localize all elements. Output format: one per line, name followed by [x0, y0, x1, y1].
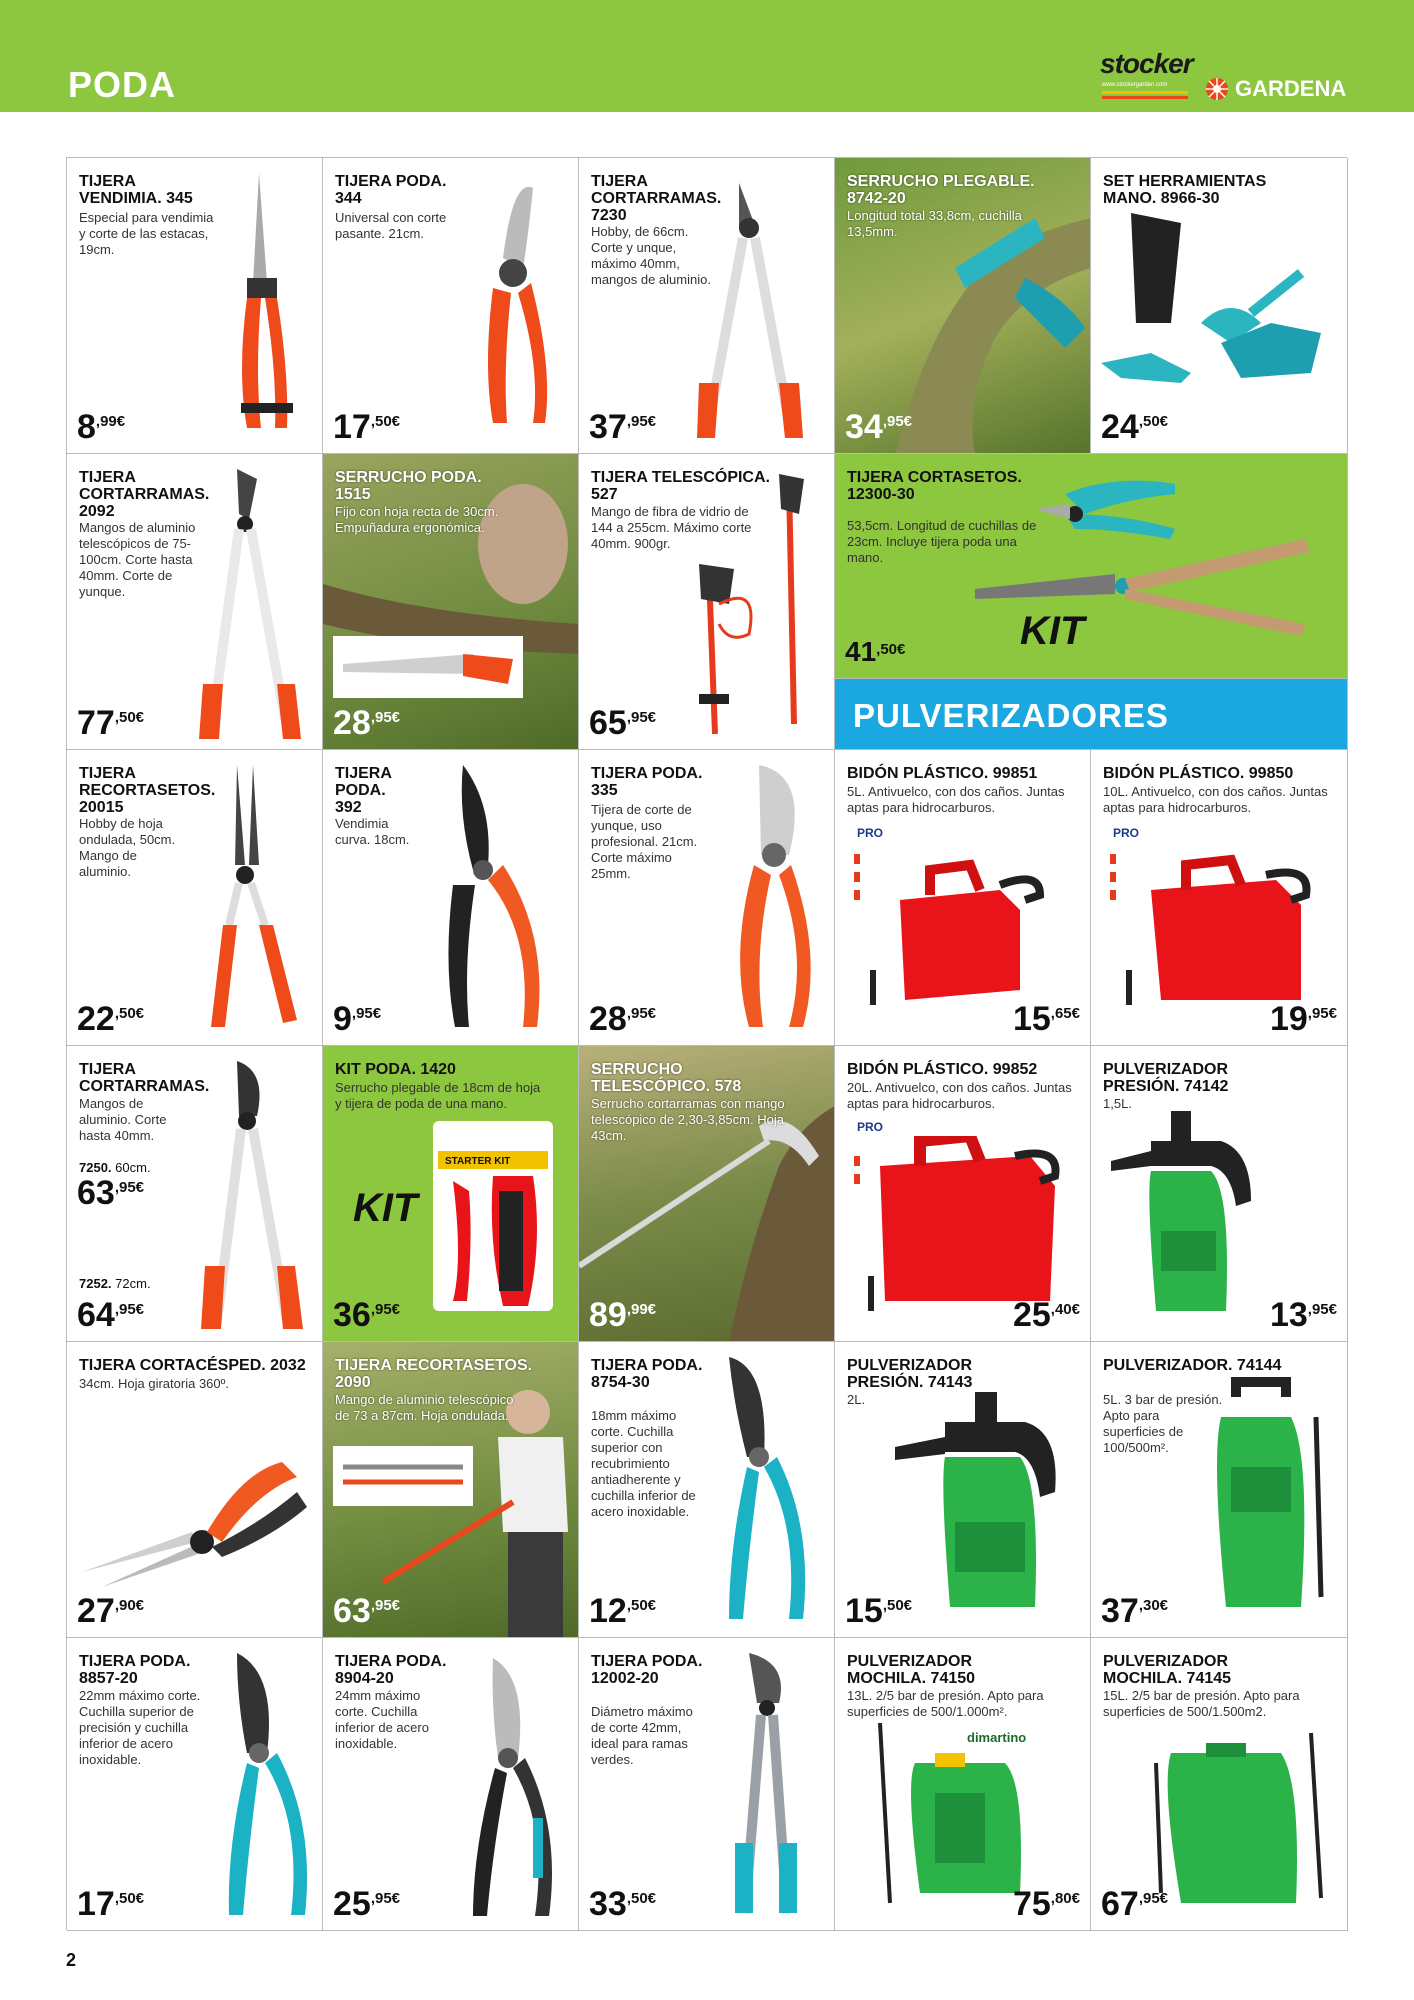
- product-price: 24 ,50€: [1101, 408, 1169, 446]
- product-title: SET HERRAMIENTAS MANO. 8966-30: [1103, 173, 1267, 207]
- product-price: 22 ,50€: [77, 1000, 145, 1038]
- product-price: 27 ,90€: [77, 1592, 145, 1630]
- product-price: 34 ,95€: [845, 408, 913, 446]
- product-description: Diámetro máximo de corte 42mm, ideal para ramas verdes.: [591, 1704, 693, 1767]
- product-price: 17 ,50€: [77, 1885, 145, 1923]
- product-card-p8[interactable]: [579, 454, 835, 750]
- product-price: 25 ,95€: [333, 1885, 401, 1923]
- product-description: Tijera de corte de yunque, uso profesional. 21cm. Corte máximo 25mm.: [591, 802, 698, 881]
- product-description: 15L. 2/5 bar de presión. Apto para superficies de 500/1.500m2.: [1103, 1688, 1300, 1719]
- product-description: 18mm máximo corte. Cuchilla superior con recubrimiento antiadherente y cuchilla inferior de acero inoxidable.: [591, 1408, 696, 1519]
- product-description: 53,5cm. Longitud de cuchillas de 23cm. Incluye tijera poda una mano.: [847, 518, 1037, 565]
- product-description: Especial para vendimia y corte de las estacas, 19cm.: [79, 210, 214, 257]
- page-title: PODA: [68, 64, 177, 105]
- product-price: 36 ,95€: [333, 1296, 401, 1334]
- product-card-p26[interactable]: [323, 1638, 579, 1931]
- product-description: 13L. 2/5 bar de presión. Apto para superficies de 500/1.000m².: [847, 1688, 1044, 1719]
- hedge-trimmer-shears-icon: [187, 765, 307, 1035]
- product-price: 65 ,95€: [589, 704, 657, 742]
- product-description: 10L. Antivuelco, con dos caños. Juntas aptas para hidrocarburos.: [1103, 784, 1328, 815]
- pruning-shears-icon: [473, 178, 563, 438]
- kit-label: KIT: [1020, 609, 1085, 653]
- product-card-p23[interactable]: [835, 1342, 1091, 1638]
- product-title: TIJERA CORTARRAMAS. 7230: [591, 173, 722, 224]
- product-card-p19[interactable]: [1091, 1046, 1348, 1342]
- product-description: Longitud total 33,8cm, cuchilla 13,5mm.: [847, 208, 1022, 239]
- product-card-p14[interactable]: [1091, 750, 1348, 1046]
- dimartino-brand: dimartino: [967, 1730, 1027, 1745]
- product-description: 2L.: [847, 1392, 866, 1407]
- product-price: 17 ,50€: [333, 408, 401, 446]
- product-title: PULVERIZADOR. 74144: [1103, 1357, 1282, 1374]
- product-title: TIJERA CORTACÉSPED. 2032: [79, 1357, 306, 1374]
- product-card-p28[interactable]: [835, 1638, 1091, 1931]
- product-card-p22[interactable]: [579, 1342, 835, 1638]
- starter-kit-pack-icon: [433, 1121, 573, 1321]
- product-description: Mangos de aluminio. Corte hasta 40mm.: [79, 1096, 167, 1143]
- product-price: 77 ,50€: [77, 704, 145, 742]
- starter-kit-label: STARTER KIT: [445, 1156, 511, 1167]
- product-price: 9 ,95€: [333, 1000, 382, 1038]
- product-price: 12 ,50€: [589, 1592, 657, 1630]
- variant-2-label: 7252. 72cm.: [79, 1276, 151, 1291]
- product-title: TIJERA CORTARRAMAS. 2092: [79, 469, 210, 520]
- grass-shears-icon: [82, 1432, 312, 1592]
- product-description: Hobby de hoja ondulada, 50cm. Mango de aluminio.: [79, 816, 176, 879]
- product-title: TIJERA VENDIMIA. 345: [79, 173, 193, 207]
- product-card-p25[interactable]: [67, 1638, 323, 1931]
- product-description: Serrucho cortarramas con mango telescópico de 2,30-3,85cm. Hoja 43cm.: [591, 1096, 785, 1143]
- branch-loppers-icon: [177, 1061, 317, 1331]
- product-title: TIJERA CORTARRAMAS.: [79, 1061, 210, 1095]
- product-title: BIDÓN PLÁSTICO. 99851: [847, 765, 1038, 782]
- telescopic-pruner-icon: [679, 474, 829, 744]
- product-card-p27[interactable]: [579, 1638, 835, 1931]
- product-title: SERRUCHO TELESCÓPICO. 578: [591, 1061, 742, 1095]
- section-title: PULVERIZADORES: [853, 697, 1169, 734]
- product-price: 89 ,99€: [589, 1296, 657, 1334]
- product-title: SERRUCHO PLEGABLE. 8742-20: [847, 173, 1035, 207]
- product-card-p5[interactable]: [1091, 158, 1348, 454]
- product-card-p12[interactable]: [579, 750, 835, 1046]
- page-number: 2: [66, 1950, 77, 1970]
- product-price: 28 ,95€: [589, 1000, 657, 1038]
- anvil-pruning-shears-icon: [719, 765, 829, 1035]
- product-grid: [66, 157, 1347, 1930]
- product-description: Fijo con hoja recta de 30cm. Empuñadura ergonómica.: [335, 504, 499, 535]
- product-title: PULVERIZADOR PRESIÓN. 74143: [847, 1357, 973, 1391]
- branch-loppers-icon: [709, 1653, 819, 1923]
- section-banner-pulverizadores: [835, 679, 1348, 750]
- product-price: 25 ,40€: [1012, 1296, 1080, 1334]
- product-card-p3[interactable]: [579, 158, 835, 454]
- branch-loppers-icon: [679, 183, 819, 443]
- stocker-url: www.stockergarden.com: [1102, 82, 1168, 88]
- product-title: TIJERA PODA. 335: [591, 765, 703, 799]
- product-card-p29[interactable]: [1091, 1638, 1348, 1931]
- branch-loppers-icon: [177, 469, 317, 739]
- product-title: TIJERA TELESCÓPICA. 527: [591, 469, 770, 503]
- pruning-shears-icon: [207, 1653, 317, 1923]
- product-title: TIJERA PODA. 12002-20: [591, 1653, 703, 1687]
- product-price: 75 ,80€: [1012, 1885, 1080, 1923]
- product-title: KIT PODA. 1420: [335, 1061, 456, 1078]
- product-description: Hobby, de 66cm. Corte y unque, máximo 40mm, mangos de aluminio.: [591, 224, 711, 287]
- pressure-sprayer-icon: [895, 1392, 1075, 1612]
- product-description: 34cm. Hoja giratoria 360º.: [79, 1376, 229, 1391]
- product-card-p11[interactable]: [323, 750, 579, 1046]
- product-card-p6[interactable]: [67, 454, 323, 750]
- product-price: 63 ,95€: [333, 1592, 401, 1630]
- product-description: Universal con corte pasante. 21cm.: [335, 210, 447, 241]
- product-card-p21[interactable]: [323, 1342, 579, 1638]
- product-price: 15 ,50€: [845, 1592, 913, 1630]
- product-card-p4[interactable]: [835, 158, 1091, 454]
- pruning-shears-icon: [453, 1658, 563, 1923]
- product-description: 22mm máximo corte. Cuchilla superior de precisión y cuchilla inferior de acero inoxidable.: [79, 1688, 201, 1767]
- product-card-p20[interactable]: [67, 1342, 323, 1638]
- product-card-p16[interactable]: [323, 1046, 579, 1342]
- product-price: 15 ,65€: [1012, 1000, 1080, 1038]
- pro-badge: PRO: [857, 1120, 884, 1134]
- product-description: Serrucho plegable de 18cm de hoja y tijera de poda de una mano.: [335, 1080, 541, 1111]
- pruning-shears-icon: [709, 1357, 819, 1627]
- pressure-sprayer-icon: [1201, 1377, 1341, 1617]
- variant-1-price: 63 ,95€: [77, 1174, 145, 1212]
- jerrycan-icon: [1106, 850, 1336, 1010]
- product-price: 28 ,95€: [333, 704, 401, 742]
- product-title: TIJERA PODA. 8904-20: [335, 1653, 447, 1687]
- product-title: PULVERIZADOR MOCHILA. 74150: [847, 1653, 976, 1687]
- kit-label: KIT: [353, 1186, 418, 1230]
- product-title: BIDÓN PLÁSTICO. 99852: [847, 1061, 1038, 1078]
- jerrycan-icon: [850, 1136, 1080, 1316]
- product-card-p1[interactable]: [67, 158, 323, 454]
- product-title: TIJERA PODA. 344: [335, 173, 447, 207]
- product-card-p9[interactable]: [835, 454, 1348, 679]
- product-description: Vendimia curva. 18cm.: [335, 816, 410, 847]
- product-price: 37 ,30€: [1101, 1592, 1169, 1630]
- gardena-flower-icon: [1205, 77, 1229, 101]
- product-price: 13 ,95€: [1269, 1296, 1337, 1334]
- product-card-p13[interactable]: [835, 750, 1091, 1046]
- product-title: TIJERA PODA. 8857-20: [79, 1653, 191, 1687]
- product-price: 8 ,99€: [77, 408, 126, 446]
- product-card-p10[interactable]: [67, 750, 323, 1046]
- product-title: TIJERA PODA. 8754-30: [591, 1357, 703, 1391]
- product-card-p15[interactable]: [67, 1046, 323, 1342]
- product-price: 19 ,95€: [1269, 1000, 1337, 1038]
- page-header: [0, 0, 1414, 112]
- product-title: TIJERA PODA. 392: [335, 765, 392, 816]
- product-price: 67 ,95€: [1101, 1885, 1169, 1923]
- gardena-logo: [1205, 76, 1346, 102]
- stocker-logo: stocker: [1100, 48, 1193, 79]
- product-card-p7[interactable]: [323, 454, 579, 750]
- product-price: 41 ,50€: [845, 636, 906, 667]
- product-card-p24[interactable]: [1091, 1342, 1348, 1638]
- pruning-shears-icon: [217, 173, 307, 433]
- product-description: 20L. Antivuelco, con dos caños. Juntas aptas para hidrocarburos.: [847, 1080, 1072, 1111]
- product-price: 37 ,95€: [589, 408, 657, 446]
- product-title: TIJERA CORTASETOS. 12300-30: [847, 469, 1022, 503]
- gardena-brand-name: GARDENA: [1235, 76, 1347, 101]
- product-title: TIJERA RECORTASETOS. 20015: [79, 765, 216, 816]
- hand-tools-set-icon: [1101, 213, 1341, 393]
- pro-badge: PRO: [857, 826, 884, 840]
- jerrycan-icon: [850, 850, 1080, 1010]
- product-title: BIDÓN PLÁSTICO. 99850: [1103, 765, 1294, 782]
- variant-2-price: 64 ,95€: [77, 1296, 145, 1334]
- product-price: 33 ,50€: [589, 1885, 657, 1923]
- product-card-p2[interactable]: [323, 158, 579, 454]
- product-description: Mangos de aluminio telescópicos de 75-100cm. Corte hasta 40mm. Corte de yunque.: [79, 520, 196, 599]
- product-description: 5L. Antivuelco, con dos caños. Juntas aptas para hidrocarburos.: [847, 784, 1065, 815]
- product-description: 24mm máximo corte. Cuchilla inferior de acero inoxidable.: [335, 1688, 429, 1751]
- stocker-logo-bars: [1102, 91, 1188, 99]
- product-title: PULVERIZADOR PRESIÓN. 74142: [1103, 1061, 1229, 1095]
- pruning-shears-icon: [433, 765, 563, 1035]
- pressure-sprayer-icon: [1111, 1111, 1261, 1321]
- product-title: SERRUCHO PODA. 1515: [335, 469, 482, 503]
- product-title: TIJERA RECORTASETOS. 2090: [335, 1357, 533, 1391]
- product-title: PULVERIZADOR MOCHILA. 74145: [1103, 1653, 1232, 1687]
- product-description: Mango de aluminio telescópico de 73 a 87cm. Hoja ondulada.: [335, 1392, 514, 1423]
- product-description: Mango de fibra de vidrio de 144 a 255cm. Máximo corte 40mm. 900gr.: [591, 504, 752, 551]
- variant-1-label: 7250. 60cm.: [79, 1160, 151, 1175]
- product-description: 1,5L.: [1103, 1096, 1132, 1111]
- backpack-sprayer-icon: [1151, 1723, 1341, 1913]
- product-card-p17[interactable]: [579, 1046, 835, 1342]
- product-card-p18[interactable]: [835, 1046, 1091, 1342]
- pro-badge: PRO: [1113, 826, 1140, 840]
- product-description: 5L. 3 bar de presión. Apto para superficies de 100/500m².: [1103, 1392, 1223, 1455]
